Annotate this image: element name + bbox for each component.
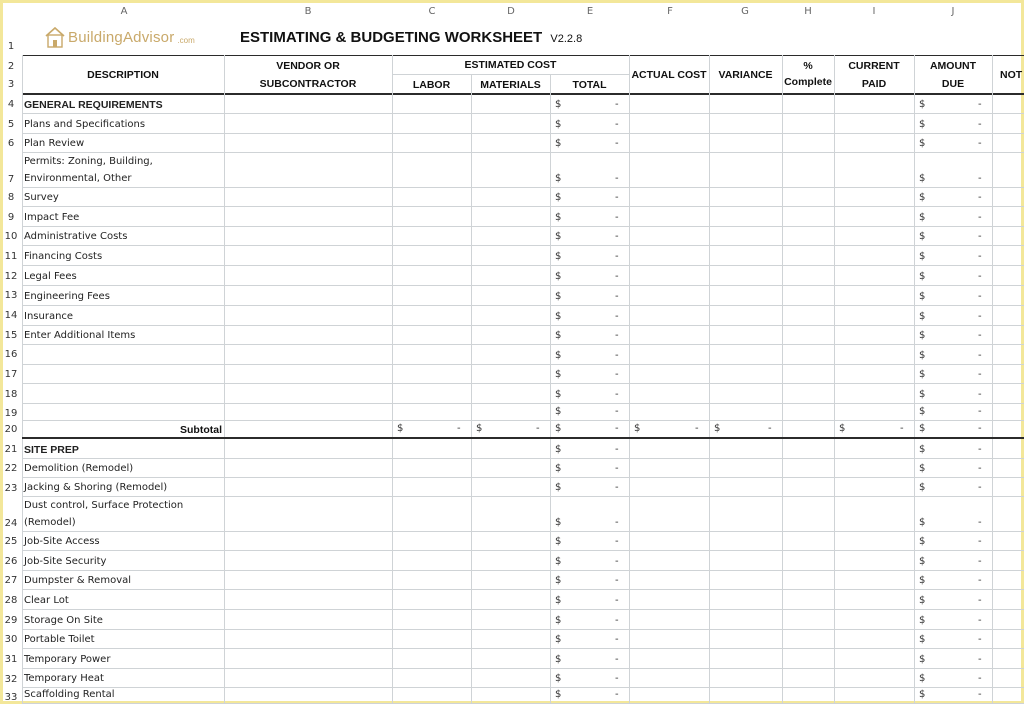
zero-value: - <box>615 423 619 434</box>
zero-value: - <box>768 423 772 434</box>
logo-suffix-text: .com <box>177 35 195 45</box>
amount-due-value: - <box>978 350 982 361</box>
amount-due-currency: $ <box>919 369 926 380</box>
amount-due-value: - <box>978 556 982 567</box>
row-border-18 <box>22 403 1024 404</box>
total-currency: $ <box>555 689 562 700</box>
row-description: Enter Additional Items <box>24 330 136 341</box>
total-value: - <box>615 406 619 417</box>
amount-due-currency: $ <box>919 673 926 684</box>
amount-due-value: - <box>978 595 982 606</box>
row-border-5 <box>22 133 1024 134</box>
total-currency: $ <box>555 482 562 493</box>
row-number: 14 <box>4 310 18 321</box>
row-number: 5 <box>7 119 15 130</box>
amount-due-currency: $ <box>919 291 926 302</box>
row-border-29 <box>22 629 1024 630</box>
total-currency: $ <box>555 673 562 684</box>
row-description: Temporary Heat <box>24 673 104 684</box>
row-number: 24 <box>4 518 18 529</box>
row-description: Portable Toilet <box>24 634 95 645</box>
amount-due-value: - <box>978 330 982 341</box>
amount-due-currency: $ <box>919 689 926 700</box>
total-currency: $ <box>555 311 562 322</box>
row-number: 31 <box>4 654 18 665</box>
currency-symbol: $ <box>476 423 483 434</box>
currency-symbol: $ <box>555 423 562 434</box>
amount-due-value: - <box>978 389 982 400</box>
total-value: - <box>615 689 619 700</box>
section-heading: GENERAL REQUIREMENTS <box>24 99 163 111</box>
row-description: Permits: Zoning, Building, <box>24 156 153 167</box>
total-currency: $ <box>555 212 562 223</box>
total-currency: $ <box>555 575 562 586</box>
row-number: 19 <box>4 408 18 419</box>
row-border-10 <box>22 245 1024 246</box>
row-border-16 <box>22 364 1024 365</box>
row-number: 11 <box>4 251 18 262</box>
total-value: - <box>615 173 619 184</box>
column-letter-j[interactable]: J <box>951 6 955 17</box>
total-currency: $ <box>555 291 562 302</box>
amount-due-currency: $ <box>919 119 926 130</box>
row-number: 28 <box>4 595 18 606</box>
column-letter-b[interactable]: B <box>304 6 312 17</box>
total-value: - <box>615 291 619 302</box>
row-number: 26 <box>4 556 18 567</box>
total-currency: $ <box>555 271 562 282</box>
zero-value: - <box>900 423 904 434</box>
amount-due-value: - <box>978 575 982 586</box>
row-number: 25 <box>4 536 18 547</box>
total-value: - <box>615 615 619 626</box>
total-value: - <box>615 517 619 528</box>
amount-due-currency: $ <box>919 138 926 149</box>
row-border-20 <box>22 437 1024 439</box>
header-notes-partial: NOT <box>1000 69 1023 81</box>
total-value: - <box>615 138 619 149</box>
header-pct-line2: Complete <box>784 76 832 88</box>
amount-due-value: - <box>978 311 982 322</box>
amount-due-currency: $ <box>919 350 926 361</box>
zero-value: - <box>978 423 982 434</box>
estimated-cost-divider <box>392 74 629 75</box>
total-currency: $ <box>555 406 562 417</box>
total-currency: $ <box>555 556 562 567</box>
row-description: Dust control, Surface Protection <box>24 500 184 511</box>
row-description: Temporary Power <box>24 654 111 665</box>
amount-due-value: - <box>978 99 982 110</box>
row-number: 20 <box>4 424 18 435</box>
row-description: Survey <box>24 192 59 203</box>
column-letter-f[interactable]: F <box>667 6 673 17</box>
row-number: 3 <box>7 79 15 90</box>
total-currency: $ <box>555 615 562 626</box>
row-border-22 <box>22 477 1024 478</box>
header-vendor-line2: SUBCONTRACTOR <box>259 78 357 90</box>
total-currency: $ <box>555 119 562 130</box>
row-number: 9 <box>7 212 15 223</box>
row-number: 4 <box>7 99 15 110</box>
row-description: Dumpster & Removal <box>24 575 132 586</box>
row-border-7 <box>22 187 1024 188</box>
column-letter-i[interactable]: I <box>872 6 876 17</box>
row-border-28 <box>22 609 1024 610</box>
row-border-19 <box>22 420 1024 421</box>
row-border-9 <box>22 226 1024 227</box>
row-number: 10 <box>4 231 18 242</box>
subtotal-label: Subtotal <box>180 424 222 436</box>
amount-due-currency: $ <box>919 311 926 322</box>
total-value: - <box>615 673 619 684</box>
amount-due-currency: $ <box>919 212 926 223</box>
row-border-23 <box>22 496 1024 497</box>
row-border-8 <box>22 206 1024 207</box>
total-currency: $ <box>555 634 562 645</box>
row-border-27 <box>22 589 1024 590</box>
header-description: DESCRIPTION <box>87 69 159 81</box>
total-currency: $ <box>555 173 562 184</box>
total-value: - <box>615 311 619 322</box>
total-value: - <box>615 595 619 606</box>
amount-due-value: - <box>978 251 982 262</box>
amount-due-value: - <box>978 463 982 474</box>
row-description: Legal Fees <box>24 271 77 282</box>
row-number: 23 <box>4 483 18 494</box>
row-number: 21 <box>4 444 18 455</box>
worksheet-version: V2.2.8 <box>550 33 583 45</box>
header-variance: VARIANCE <box>718 69 773 81</box>
row-description: Plan Review <box>24 138 85 149</box>
row-number: 22 <box>4 463 18 474</box>
amount-due-value: - <box>978 536 982 547</box>
row-number: 30 <box>4 634 18 645</box>
total-currency: $ <box>555 99 562 110</box>
amount-due-currency: $ <box>919 192 926 203</box>
amount-due-currency: $ <box>919 231 926 242</box>
total-currency: $ <box>555 350 562 361</box>
row-description: Scaffolding Rental <box>24 689 115 700</box>
row-border-30 <box>22 648 1024 649</box>
row-number: 6 <box>7 138 15 149</box>
amount-due-currency: $ <box>919 271 926 282</box>
header-estimated-cost: ESTIMATED COST <box>464 59 557 71</box>
header-materials: MATERIALS <box>480 79 541 91</box>
amount-due-currency: $ <box>919 463 926 474</box>
amount-due-currency: $ <box>919 654 926 665</box>
amount-due-currency: $ <box>919 595 926 606</box>
amount-due-value: - <box>978 138 982 149</box>
header-current-line2: PAID <box>861 78 887 90</box>
row-description: Engineering Fees <box>24 291 110 302</box>
amount-due-value: - <box>978 173 982 184</box>
currency-symbol: $ <box>839 423 846 434</box>
row-border-11 <box>22 265 1024 266</box>
total-value: - <box>615 389 619 400</box>
row-description-line2: (Remodel) <box>24 517 76 528</box>
total-value: - <box>615 482 619 493</box>
total-value: - <box>615 212 619 223</box>
logo-brand-text: BuildingAdvisor <box>68 28 175 46</box>
amount-due-currency: $ <box>919 406 926 417</box>
header-total: TOTAL <box>572 79 607 91</box>
total-currency: $ <box>555 192 562 203</box>
row-description: Storage On Site <box>24 615 103 626</box>
row-description: Impact Fee <box>24 212 80 223</box>
total-value: - <box>615 654 619 665</box>
amount-due-value: - <box>978 444 982 455</box>
amount-due-currency: $ <box>919 99 926 110</box>
currency-symbol: $ <box>397 423 404 434</box>
row-description: Job-Site Access <box>24 536 100 547</box>
total-currency: $ <box>555 369 562 380</box>
row-description: Insurance <box>24 311 74 322</box>
header-vendor-line1: VENDOR OR <box>276 60 340 72</box>
row-number: 16 <box>4 349 18 360</box>
row-description: Clear Lot <box>24 595 69 606</box>
total-currency: $ <box>555 517 562 528</box>
row-border-32 <box>22 687 1024 688</box>
zero-value: - <box>695 423 699 434</box>
row-number: 29 <box>4 615 18 626</box>
row-border-17 <box>22 383 1024 384</box>
amount-due-value: - <box>978 192 982 203</box>
amount-due-currency: $ <box>919 517 926 528</box>
total-value: - <box>615 231 619 242</box>
amount-due-currency: $ <box>919 556 926 567</box>
row-number: 15 <box>4 330 18 341</box>
total-currency: $ <box>555 463 562 474</box>
total-value: - <box>615 251 619 262</box>
row-number: 13 <box>4 290 18 301</box>
row-description: Plans and Specifications <box>24 119 146 130</box>
row-number: 27 <box>4 575 18 586</box>
amount-due-value: - <box>978 231 982 242</box>
row-description: Financing Costs <box>24 251 103 262</box>
row-description: Jacking & Shoring (Remodel) <box>24 482 168 493</box>
header-amount-line2: DUE <box>941 78 965 90</box>
total-value: - <box>615 556 619 567</box>
zero-value: - <box>536 423 540 434</box>
amount-due-currency: $ <box>919 634 926 645</box>
row-number: 32 <box>4 674 18 685</box>
total-currency: $ <box>555 138 562 149</box>
row-number: 2 <box>7 61 15 72</box>
currency-symbol: $ <box>634 423 641 434</box>
amount-due-value: - <box>978 119 982 130</box>
total-value: - <box>615 369 619 380</box>
total-currency: $ <box>555 251 562 262</box>
amount-due-currency: $ <box>919 444 926 455</box>
total-value: - <box>615 192 619 203</box>
amount-due-value: - <box>978 634 982 645</box>
amount-due-currency: $ <box>919 615 926 626</box>
currency-symbol: $ <box>919 423 926 434</box>
amount-due-currency: $ <box>919 575 926 586</box>
total-value: - <box>615 536 619 547</box>
row-border-13 <box>22 305 1024 306</box>
total-currency: $ <box>555 595 562 606</box>
total-value: - <box>615 330 619 341</box>
row-border-14 <box>22 325 1024 326</box>
amount-due-value: - <box>978 689 982 700</box>
row-border-25 <box>22 550 1024 551</box>
total-value: - <box>615 350 619 361</box>
total-value: - <box>615 99 619 110</box>
row-number: 12 <box>4 271 18 282</box>
amount-due-value: - <box>978 654 982 665</box>
row-description: Administrative Costs <box>24 231 128 242</box>
amount-due-value: - <box>978 615 982 626</box>
total-value: - <box>615 463 619 474</box>
zero-value: - <box>457 423 461 434</box>
row-number: 18 <box>4 389 18 400</box>
amount-due-value: - <box>978 271 982 282</box>
total-value: - <box>615 575 619 586</box>
currency-symbol: $ <box>714 423 721 434</box>
amount-due-value: - <box>978 673 982 684</box>
worksheet-title-text: ESTIMATING & BUDGETING WORKSHEET <box>240 29 543 46</box>
amount-due-value: - <box>978 369 982 380</box>
header-labor: LABOR <box>412 79 451 91</box>
column-letter-g[interactable]: G <box>741 6 749 17</box>
row-border-21 <box>22 458 1024 459</box>
amount-due-value: - <box>978 517 982 528</box>
amount-due-currency: $ <box>919 251 926 262</box>
amount-due-currency: $ <box>919 330 926 341</box>
row-number: 8 <box>7 192 15 203</box>
column-letter-a[interactable]: A <box>120 6 128 17</box>
total-currency: $ <box>555 444 562 455</box>
column-letter-d[interactable]: D <box>507 6 515 17</box>
row-border-24 <box>22 531 1024 532</box>
amount-due-currency: $ <box>919 389 926 400</box>
header-actual-cost: ACTUAL COST <box>631 69 707 81</box>
column-letter-c[interactable]: C <box>428 6 436 17</box>
column-letter-h[interactable]: H <box>804 6 812 17</box>
amount-due-currency: $ <box>919 536 926 547</box>
amount-due-value: - <box>978 212 982 223</box>
total-value: - <box>615 119 619 130</box>
column-letter-e[interactable]: E <box>586 6 594 17</box>
row-border-15 <box>22 344 1024 345</box>
row-border-26 <box>22 570 1024 571</box>
row-number: 1 <box>7 41 15 52</box>
header-current-line1: CURRENT <box>848 60 900 72</box>
row-border-6 <box>22 152 1024 153</box>
total-currency: $ <box>555 536 562 547</box>
row-description: Job-Site Security <box>24 556 107 567</box>
total-value: - <box>615 271 619 282</box>
amount-due-value: - <box>978 406 982 417</box>
row-number: 17 <box>4 369 18 380</box>
section-heading: SITE PREP <box>24 444 79 456</box>
header-amount-line1: AMOUNT <box>929 60 977 72</box>
row-description-line2: Environmental, Other <box>24 173 132 184</box>
total-currency: $ <box>555 330 562 341</box>
row-border-31 <box>22 668 1024 669</box>
amount-due-value: - <box>978 482 982 493</box>
row-number: 33 <box>4 692 18 703</box>
row-number: 7 <box>7 174 15 185</box>
header-pct-line1: % <box>803 60 813 72</box>
amount-due-currency: $ <box>919 482 926 493</box>
row-border-12 <box>22 285 1024 286</box>
amount-due-value: - <box>978 291 982 302</box>
row-border-4 <box>22 113 1024 114</box>
row-description: Demolition (Remodel) <box>24 463 134 474</box>
total-value: - <box>615 634 619 645</box>
total-currency: $ <box>555 654 562 665</box>
total-value: - <box>615 444 619 455</box>
total-currency: $ <box>555 231 562 242</box>
amount-due-currency: $ <box>919 173 926 184</box>
total-currency: $ <box>555 389 562 400</box>
